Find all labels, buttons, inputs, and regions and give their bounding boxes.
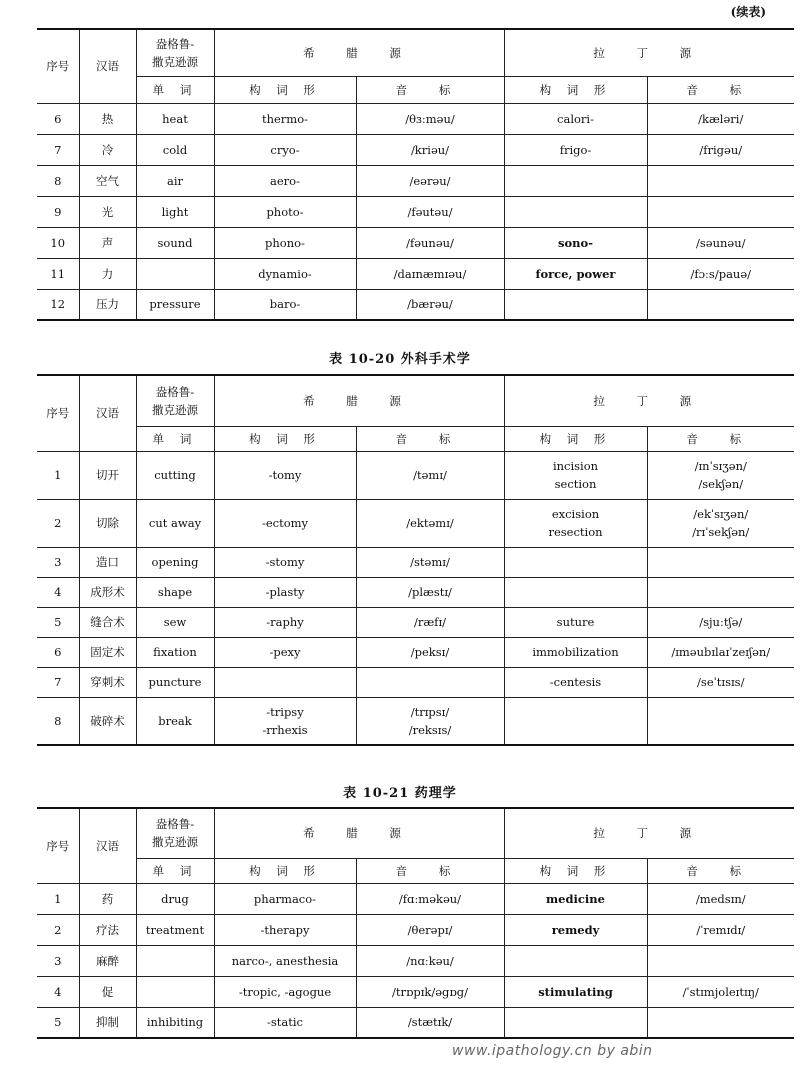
table-row <box>37 227 794 258</box>
cell-index: 9 <box>37 196 79 227</box>
table-row <box>37 547 794 577</box>
cell-latin-phonetic: /səunəu/ <box>647 227 794 258</box>
cell-word: sound <box>136 227 214 258</box>
header-greek: 希 腊 源 <box>214 375 504 426</box>
cell-chinese: 固定术 <box>79 637 136 667</box>
cell-latin-form: force, power <box>504 258 647 289</box>
cell-greek-phonetic: /trɪpsɪ/ /reksɪs/ <box>356 697 504 745</box>
cell-word: cold <box>136 134 214 165</box>
table1-body <box>37 103 794 320</box>
cell-index: 8 <box>37 165 79 196</box>
cell-index: 4 <box>37 976 79 1007</box>
cell-greek-phonetic: /θɜːməu/ <box>356 103 504 134</box>
cell-latin-phonetic <box>647 697 794 745</box>
table-row <box>37 607 794 637</box>
header-greek-form: 构 词 形 <box>214 426 356 451</box>
cell-greek-phonetic: /θerəpɪ/ <box>356 914 504 945</box>
table2-caption: 表 10-20 外科手术学 <box>329 352 471 367</box>
cell-greek-phonetic: /stəmɪ/ <box>356 547 504 577</box>
cell-greek-form: phono- <box>214 227 356 258</box>
cell-word: fixation <box>136 637 214 667</box>
cell-word <box>136 976 214 1007</box>
cell-latin-form: calori- <box>504 103 647 134</box>
header-word: 单 词 <box>136 858 214 883</box>
table3-body <box>37 883 794 1038</box>
header-latin-form: 构 词 形 <box>504 426 647 451</box>
cell-chinese: 切除 <box>79 499 136 547</box>
cell-latin-form <box>504 697 647 745</box>
cell-greek-phonetic: /fəutəu/ <box>356 196 504 227</box>
table3-caption: 表 10-21 药理学 <box>343 786 457 801</box>
cell-greek-phonetic <box>356 667 504 697</box>
cell-greek-form: thermo- <box>214 103 356 134</box>
cell-greek-phonetic: /ræfɪ/ <box>356 607 504 637</box>
cell-latin-phonetic: /ˈstɪmjoleɪtɪŋ/ <box>647 976 794 1007</box>
cell-latin-form <box>504 945 647 976</box>
watermark-text: www.ipathology.cn by abin <box>452 1043 653 1059</box>
cell-word <box>136 945 214 976</box>
cell-chinese: 冷 <box>79 134 136 165</box>
header-latin: 拉 丁 源 <box>504 808 794 858</box>
header-anglo: 盎格鲁- 撒克逊源 <box>136 375 214 426</box>
cell-greek-form: -static <box>214 1007 356 1038</box>
cell-greek-form <box>214 667 356 697</box>
cell-index: 8 <box>37 697 79 745</box>
cell-chinese: 成形术 <box>79 577 136 607</box>
cell-index: 6 <box>37 637 79 667</box>
cell-latin-form <box>504 1007 647 1038</box>
cell-latin-form: incision section <box>504 451 647 499</box>
header-index: 序号 <box>37 375 79 451</box>
cell-chinese: 热 <box>79 103 136 134</box>
table-row <box>37 637 794 667</box>
cell-latin-phonetic: /frigəu/ <box>647 134 794 165</box>
cell-latin-form: excision resection <box>504 499 647 547</box>
header-latin-phonetic: 音 标 <box>647 858 794 883</box>
table2-body <box>37 451 794 745</box>
cell-latin-form <box>504 196 647 227</box>
header-chinese: 汉语 <box>79 29 136 103</box>
cell-word: sew <box>136 607 214 637</box>
cell-greek-phonetic: /bærəu/ <box>356 289 504 320</box>
cell-latin-form: -centesis <box>504 667 647 697</box>
table-row <box>37 945 794 976</box>
cell-latin-phonetic: /ɪnˈsɪʒən/ /sekʃən/ <box>647 451 794 499</box>
cell-index: 2 <box>37 499 79 547</box>
table-row <box>37 165 794 196</box>
table-row <box>37 1007 794 1038</box>
cell-latin-phonetic: /ɪməubɪlaɪˈzeɪʃən/ <box>647 637 794 667</box>
cell-latin-phonetic: /seˈtɪsɪs/ <box>647 667 794 697</box>
cell-chinese: 疗法 <box>79 914 136 945</box>
header-greek-phonetic: 音 标 <box>356 858 504 883</box>
cell-word: pressure <box>136 289 214 320</box>
table-row <box>37 196 794 227</box>
table-row <box>37 451 794 499</box>
cell-greek-form: narco-, anesthesia <box>214 945 356 976</box>
header-greek: 希 腊 源 <box>214 29 504 76</box>
cell-greek-phonetic: /fəunəu/ <box>356 227 504 258</box>
cell-latin-phonetic <box>647 547 794 577</box>
cell-latin-form <box>504 165 647 196</box>
table-row <box>37 883 794 914</box>
table-row <box>37 258 794 289</box>
table-row <box>37 976 794 1007</box>
cell-index: 5 <box>37 1007 79 1038</box>
cell-latin-form: suture <box>504 607 647 637</box>
cell-index: 11 <box>37 258 79 289</box>
cell-chinese: 切开 <box>79 451 136 499</box>
header-greek-form: 构 词 形 <box>214 858 356 883</box>
cell-chinese: 抑制 <box>79 1007 136 1038</box>
cell-latin-phonetic: /medsɪn/ <box>647 883 794 914</box>
cell-chinese: 穿刺术 <box>79 667 136 697</box>
cell-greek-form: -tomy <box>214 451 356 499</box>
header-anglo: 盎格鲁- 撒克逊源 <box>136 29 214 76</box>
cell-greek-form: -therapy <box>214 914 356 945</box>
cell-word: cutting <box>136 451 214 499</box>
cell-word: puncture <box>136 667 214 697</box>
cell-word: air <box>136 165 214 196</box>
cell-latin-phonetic <box>647 165 794 196</box>
cell-word: shape <box>136 577 214 607</box>
cell-latin-phonetic: /sjuːtʃə/ <box>647 607 794 637</box>
continued-label: (续表) <box>730 5 766 19</box>
header-chinese: 汉语 <box>79 808 136 883</box>
table-row <box>37 499 794 547</box>
cell-index: 6 <box>37 103 79 134</box>
cell-word <box>136 258 214 289</box>
cell-latin-phonetic: /ˈremɪdɪ/ <box>647 914 794 945</box>
cell-chinese: 光 <box>79 196 136 227</box>
cell-chinese: 破碎术 <box>79 697 136 745</box>
cell-latin-phonetic <box>647 945 794 976</box>
cell-greek-phonetic: /nɑːkəu/ <box>356 945 504 976</box>
cell-latin-form <box>504 577 647 607</box>
cell-word: heat <box>136 103 214 134</box>
cell-chinese: 压力 <box>79 289 136 320</box>
cell-index: 4 <box>37 577 79 607</box>
cell-latin-phonetic <box>647 577 794 607</box>
cell-word: cut away <box>136 499 214 547</box>
table-row <box>37 914 794 945</box>
cell-word: drug <box>136 883 214 914</box>
cell-chinese: 造口 <box>79 547 136 577</box>
header-greek: 希 腊 源 <box>214 808 504 858</box>
cell-greek-form: baro- <box>214 289 356 320</box>
header-greek-form: 构 词 形 <box>214 76 356 103</box>
table-surgery <box>37 374 794 746</box>
header-greek-phonetic: 音 标 <box>356 426 504 451</box>
cell-index: 7 <box>37 134 79 165</box>
table-row <box>37 289 794 320</box>
cell-latin-form: medicine <box>504 883 647 914</box>
table-row <box>37 134 794 165</box>
header-anglo: 盎格鲁- 撒克逊源 <box>136 808 214 858</box>
cell-latin-form: immobilization <box>504 637 647 667</box>
header-index: 序号 <box>37 29 79 103</box>
cell-latin-phonetic <box>647 289 794 320</box>
cell-greek-phonetic: /peksɪ/ <box>356 637 504 667</box>
cell-latin-form <box>504 547 647 577</box>
cell-latin-form: remedy <box>504 914 647 945</box>
cell-latin-phonetic <box>647 1007 794 1038</box>
cell-index: 5 <box>37 607 79 637</box>
header-word: 单 词 <box>136 426 214 451</box>
header-latin-phonetic: 音 标 <box>647 426 794 451</box>
header-latin-form: 构 词 形 <box>504 76 647 103</box>
cell-greek-form: cryo- <box>214 134 356 165</box>
cell-word: treatment <box>136 914 214 945</box>
cell-greek-form: aero- <box>214 165 356 196</box>
table-row <box>37 697 794 745</box>
cell-greek-form: -stomy <box>214 547 356 577</box>
cell-chinese: 声 <box>79 227 136 258</box>
cell-greek-form: dynamio- <box>214 258 356 289</box>
cell-greek-phonetic: /təmɪ/ <box>356 451 504 499</box>
cell-greek-phonetic: /plæstɪ/ <box>356 577 504 607</box>
cell-latin-phonetic: /fɔːs/pauə/ <box>647 258 794 289</box>
table-row <box>37 577 794 607</box>
cell-greek-form: photo- <box>214 196 356 227</box>
cell-greek-form: -pexy <box>214 637 356 667</box>
cell-latin-form: sono- <box>504 227 647 258</box>
cell-chinese: 药 <box>79 883 136 914</box>
header-index: 序号 <box>37 808 79 883</box>
cell-index: 12 <box>37 289 79 320</box>
table-row <box>37 667 794 697</box>
cell-word: opening <box>136 547 214 577</box>
cell-greek-phonetic: /eərəu/ <box>356 165 504 196</box>
cell-index: 2 <box>37 914 79 945</box>
cell-latin-phonetic <box>647 196 794 227</box>
cell-index: 10 <box>37 227 79 258</box>
cell-index: 3 <box>37 945 79 976</box>
header-word: 单 词 <box>136 76 214 103</box>
header-latin-form: 构 词 形 <box>504 858 647 883</box>
cell-greek-form: -raphy <box>214 607 356 637</box>
cell-latin-form <box>504 289 647 320</box>
cell-greek-phonetic: /stætɪk/ <box>356 1007 504 1038</box>
cell-greek-phonetic: /trɒpɪk/əgɒg/ <box>356 976 504 1007</box>
cell-index: 1 <box>37 451 79 499</box>
cell-word: inhibiting <box>136 1007 214 1038</box>
cell-index: 7 <box>37 667 79 697</box>
table-row <box>37 103 794 134</box>
table-continued <box>37 28 794 321</box>
cell-chinese: 麻醉 <box>79 945 136 976</box>
cell-greek-form: -plasty <box>214 577 356 607</box>
cell-greek-phonetic: /fɑːməkəu/ <box>356 883 504 914</box>
cell-chinese: 力 <box>79 258 136 289</box>
header-latin: 拉 丁 源 <box>504 29 794 76</box>
cell-chinese: 促 <box>79 976 136 1007</box>
header-latin-phonetic: 音 标 <box>647 76 794 103</box>
cell-greek-phonetic: /kriəu/ <box>356 134 504 165</box>
cell-latin-phonetic: /ekˈsɪʒən/ /rɪˈsekʃən/ <box>647 499 794 547</box>
cell-latin-form: stimulating <box>504 976 647 1007</box>
cell-word: light <box>136 196 214 227</box>
cell-chinese: 空气 <box>79 165 136 196</box>
cell-index: 3 <box>37 547 79 577</box>
cell-greek-form: -tripsy -rrhexis <box>214 697 356 745</box>
header-chinese: 汉语 <box>79 375 136 451</box>
table-pharmacology <box>37 807 794 1039</box>
header-latin: 拉 丁 源 <box>504 375 794 426</box>
cell-greek-form: pharmaco- <box>214 883 356 914</box>
cell-chinese: 缝合术 <box>79 607 136 637</box>
cell-word: break <box>136 697 214 745</box>
cell-latin-form: frigo- <box>504 134 647 165</box>
cell-greek-form: -ectomy <box>214 499 356 547</box>
cell-greek-form: -tropic, -agogue <box>214 976 356 1007</box>
cell-latin-phonetic: /kæləri/ <box>647 103 794 134</box>
cell-greek-phonetic: /ektəmɪ/ <box>356 499 504 547</box>
header-greek-phonetic: 音 标 <box>356 76 504 103</box>
cell-greek-phonetic: /daɪnæmɪəu/ <box>356 258 504 289</box>
cell-index: 1 <box>37 883 79 914</box>
